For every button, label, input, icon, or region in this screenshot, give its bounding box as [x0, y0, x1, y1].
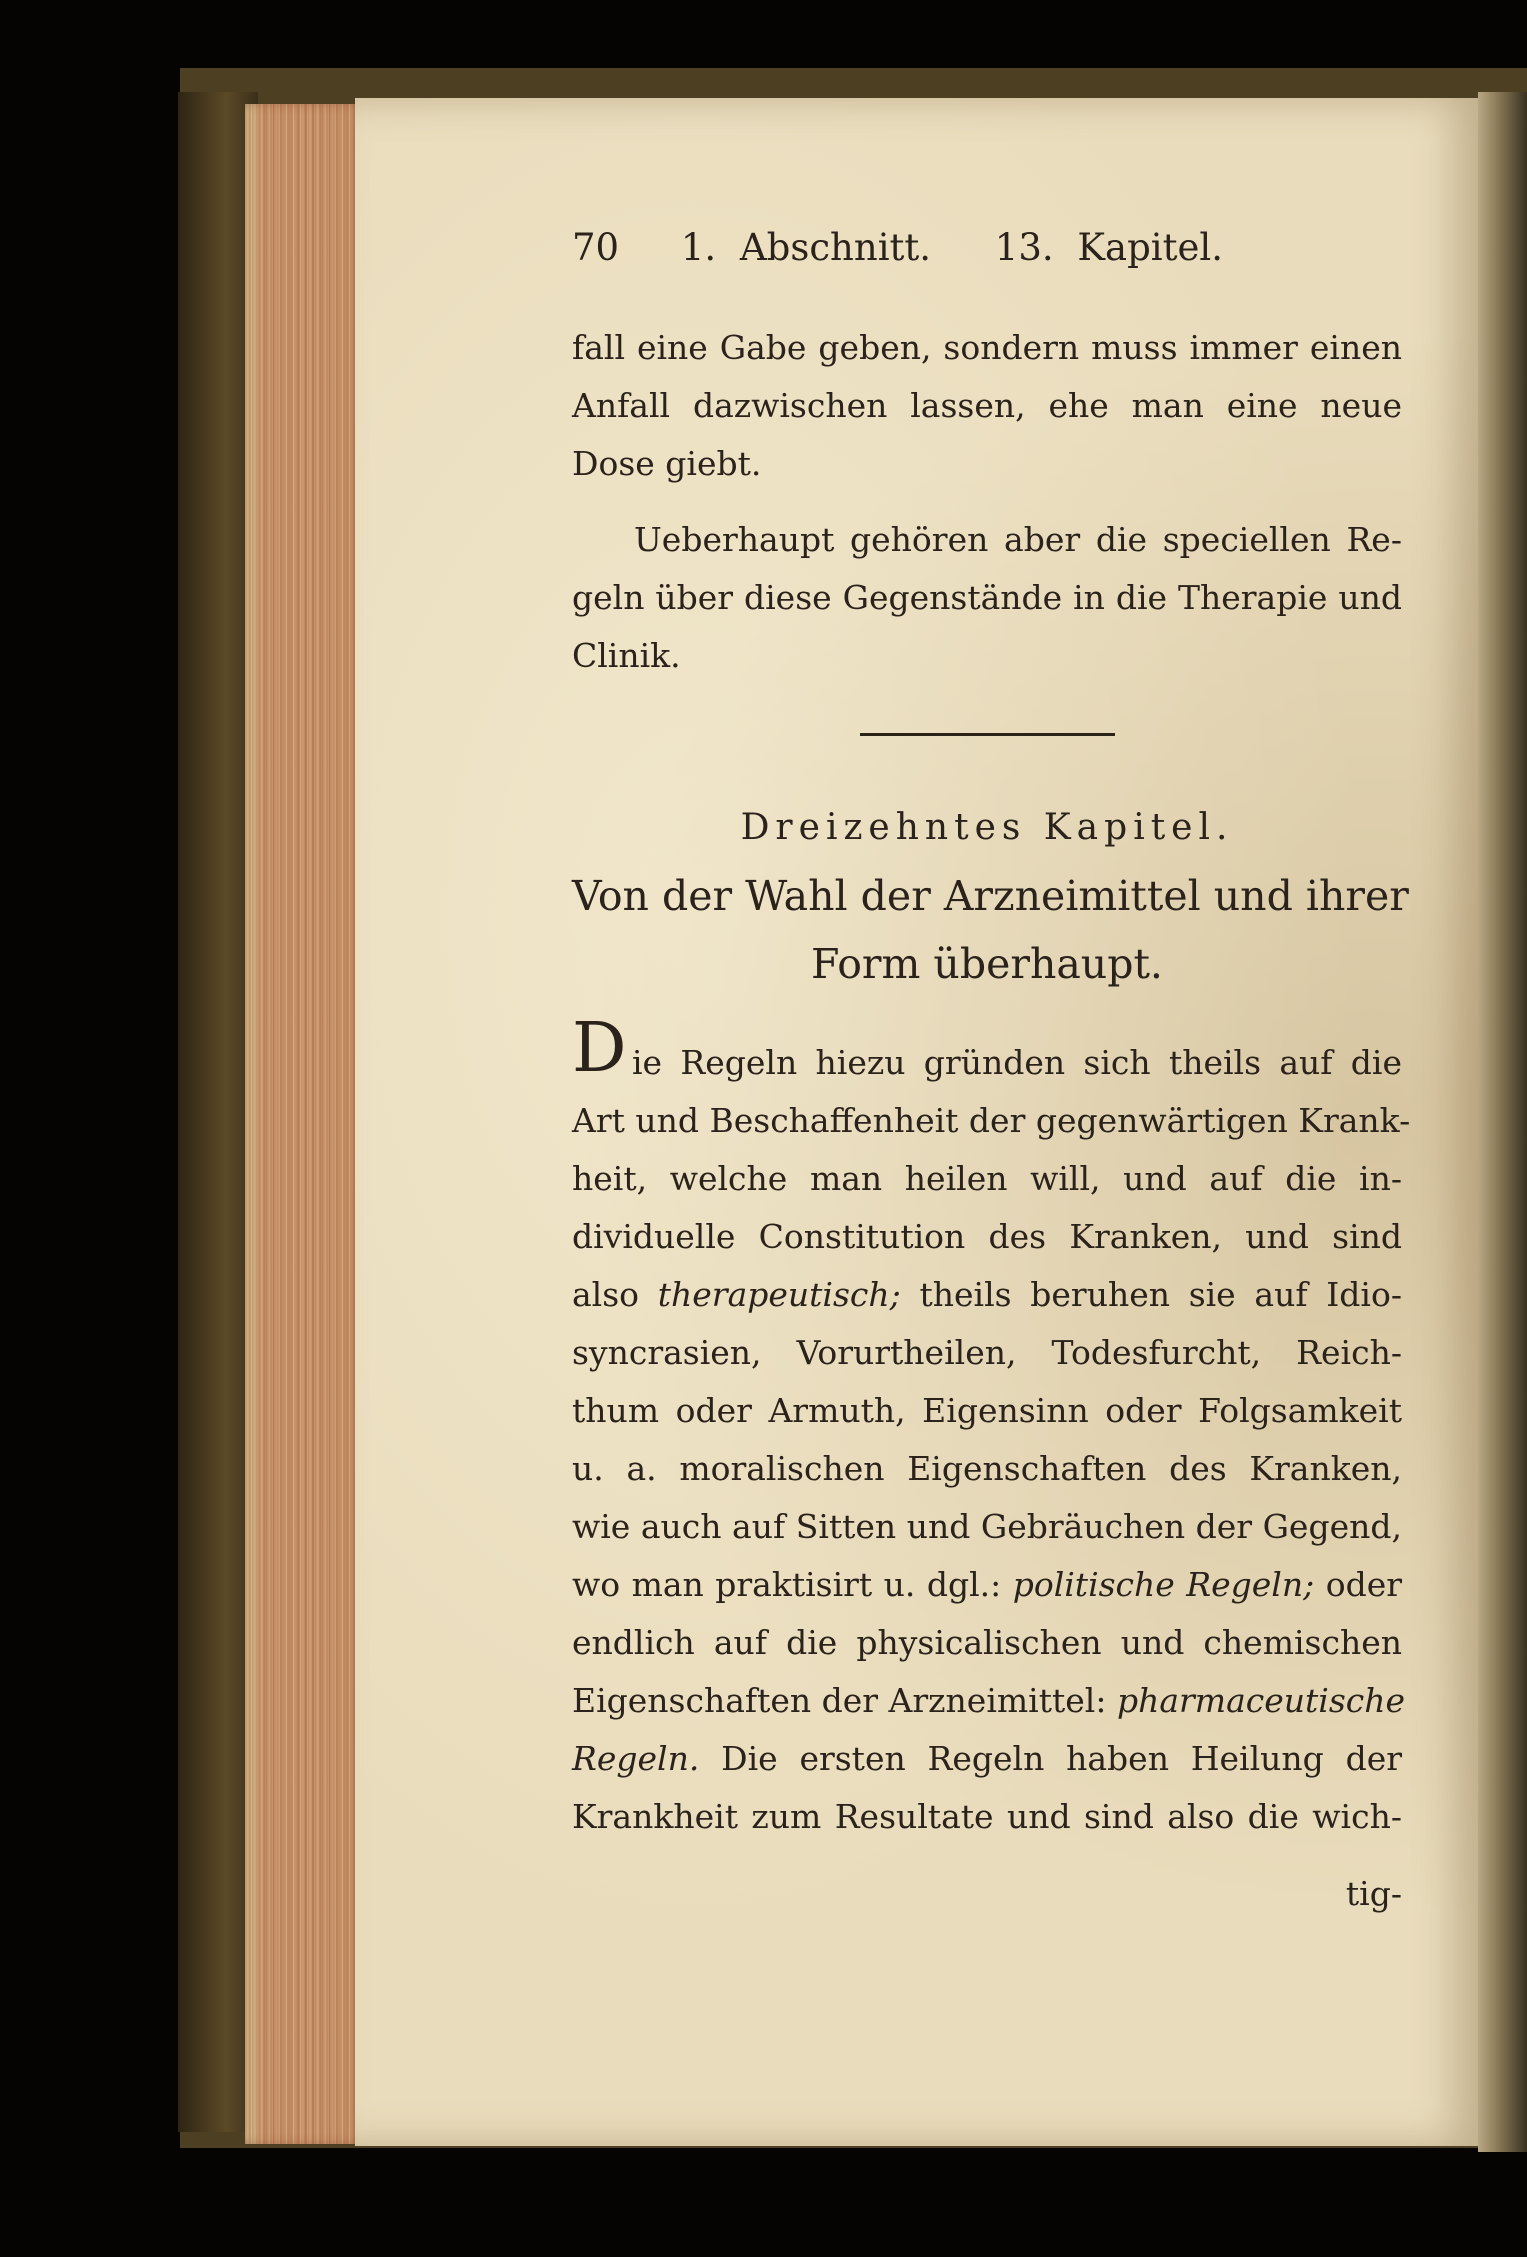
chapter-title-line-2: Form überhaupt. [811, 940, 1163, 988]
text-span: Die ersten Regeln haben Heilung der [721, 1739, 1403, 1778]
text-line: Anfall dazwischen lassen, ehe man eine neue [572, 386, 1402, 425]
running-header [572, 226, 1402, 270]
italic-term: politische Regeln; [1012, 1565, 1315, 1604]
text-line: geln über diese Gegenstände in die Therapie und [572, 578, 1402, 617]
text-line [572, 1737, 1402, 1781]
chapter-label: 13. Kapitel. [994, 226, 1223, 269]
text-line: wie auch auf Sitten und Gebräuchen der Gegend, [572, 1507, 1402, 1546]
text-span: wo man praktisirt u. dgl.: [572, 1565, 1002, 1604]
text-line: Krankheit zum Resultate und sind also die wich- [572, 1797, 1402, 1836]
text-line: thum oder Armuth, Eigensinn oder Folgsamkeit [572, 1391, 1402, 1430]
text-span: oder [1325, 1565, 1402, 1604]
chapter-number-heading: Dreizehntes Kapitel. [740, 807, 1234, 848]
text-line: Dose giebt. [572, 444, 762, 483]
text-line: Clinik. [572, 636, 681, 675]
italic-term: therapeutisch; [657, 1275, 901, 1314]
text-line: Art und Beschaffenheit der gegenwärtigen Krank- [572, 1101, 1411, 1140]
text-line: ie Regeln hiezu gründen sich theils auf die [632, 1043, 1402, 1082]
text-span: Eigenschaften der Arzneimittel: [572, 1681, 1107, 1720]
book-gutter [1478, 92, 1527, 2152]
page-edges-red-tint [258, 104, 358, 2144]
text-line: endlich auf die physicalischen und chemischen [572, 1623, 1402, 1662]
text-span: theils beruhen sie auf Idio- [919, 1275, 1402, 1314]
text-line [572, 1273, 1402, 1317]
text-line [572, 1563, 1402, 1607]
drop-capital: D [572, 1009, 627, 1088]
italic-term: Regeln. [572, 1739, 700, 1778]
text-line [572, 1679, 1406, 1723]
catchword: tig- [1345, 1874, 1402, 1913]
section-divider-rule [860, 733, 1115, 736]
text-line: fall eine Gabe geben, sondern muss immer einen [572, 328, 1402, 367]
page-number: 70 [572, 226, 620, 269]
italic-term: pharmaceutische [1116, 1681, 1406, 1720]
section-label: 1. Abschnitt. [680, 226, 932, 269]
text-span: also [572, 1275, 640, 1314]
text-line: syncrasien, Vorurtheilen, Todesfurcht, Reich- [572, 1333, 1402, 1372]
chapter-title-line-1: Von der Wahl der Arzneimittel und ihrer [572, 872, 1409, 920]
text-line: dividuelle Constitution des Kranken, und sind [572, 1217, 1402, 1256]
text-line: u. a. moralischen Eigenschaften des Kranken, [572, 1449, 1402, 1488]
text-line: heit, welche man heilen will, und auf die in- [572, 1159, 1402, 1198]
text-line: Ueberhaupt gehören aber die speciellen Re- [634, 520, 1402, 559]
